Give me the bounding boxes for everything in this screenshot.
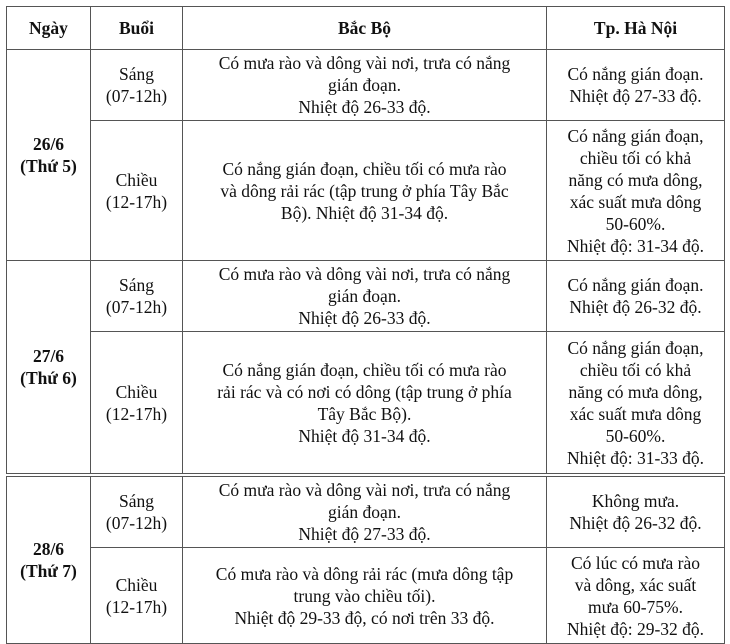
hanoi-text: 50-60%. bbox=[605, 425, 666, 446]
session-hours: (07-12h) bbox=[105, 297, 168, 317]
north-text: Nhiệt độ 26-33 độ. bbox=[298, 308, 431, 328]
hanoi-text: Có nắng gián đoạn. bbox=[567, 275, 704, 295]
north-text: Có mưa rào và dông vài nơi, trưa có nắng bbox=[218, 264, 511, 284]
session-cell bbox=[91, 121, 183, 261]
session-hours: (07-12h) bbox=[105, 86, 168, 106]
hanoi-text: Có nắng gián đoạn, bbox=[567, 125, 704, 146]
hanoi-text: Nhiệt độ: 31-34 độ. bbox=[566, 235, 705, 256]
hanoi-text: mưa 60-75%. bbox=[587, 596, 684, 617]
north-text: Có mưa rào và dông rải rác (mưa dông tập bbox=[215, 563, 514, 584]
header-hanoi: Tp. Hà Nội bbox=[547, 7, 725, 50]
north-cell bbox=[183, 121, 547, 261]
header-north: Bắc Bộ bbox=[183, 7, 547, 50]
hanoi-text: Nhiệt độ: 31-33 độ. bbox=[566, 447, 705, 468]
north-text: Nhiệt độ 27-33 độ. bbox=[298, 524, 431, 544]
north-text: Nhiệt độ 31-34 độ. bbox=[298, 425, 431, 446]
session-label: Chiều bbox=[115, 381, 158, 402]
hanoi-text: Nhiệt độ 26-32 độ. bbox=[569, 297, 702, 317]
day-weekday: (Thứ 5) bbox=[20, 156, 77, 176]
hanoi-text: Nhiệt độ 26-32 độ. bbox=[569, 513, 702, 533]
session-hours: (12-17h) bbox=[105, 191, 168, 212]
session-label: Sáng bbox=[119, 491, 154, 511]
hanoi-text: chiều tối có khả bbox=[579, 359, 692, 380]
session-label: Chiều bbox=[115, 574, 158, 595]
north-text: rải rác và có nơi có dông (tập trung ở phía bbox=[217, 381, 512, 402]
north-text: Có mưa rào và dông vài nơi, trưa có nắng bbox=[218, 53, 511, 73]
north-text: Có mưa rào và dông vài nơi, trưa có nắng bbox=[218, 480, 511, 500]
north-text: Có nắng gián đoạn, chiều tối có mưa rào bbox=[222, 359, 507, 380]
hanoi-cell bbox=[547, 121, 725, 261]
hanoi-cell bbox=[547, 261, 725, 332]
session-cell bbox=[91, 50, 183, 121]
day-date: 26/6 bbox=[32, 134, 65, 154]
table-row bbox=[7, 548, 725, 644]
hanoi-text: Nhiệt độ: 29-32 độ. bbox=[566, 618, 705, 639]
session-cell bbox=[91, 477, 183, 548]
hanoi-text: Có nắng gián đoạn. bbox=[567, 64, 704, 84]
hanoi-text: xác suất mưa dông bbox=[569, 191, 702, 212]
table-row bbox=[7, 261, 725, 332]
day-cell bbox=[7, 477, 91, 644]
hanoi-text: Không mưa. bbox=[591, 491, 680, 511]
session-hours: (12-17h) bbox=[105, 403, 168, 424]
north-text: gián đoạn. bbox=[328, 502, 401, 522]
hanoi-text: xác suất mưa dông bbox=[569, 403, 702, 424]
day-cell bbox=[7, 261, 91, 474]
north-text: trung vào chiều tối). bbox=[293, 585, 436, 606]
day-cell bbox=[7, 50, 91, 261]
hanoi-cell bbox=[547, 50, 725, 121]
header-session: Buổi bbox=[91, 7, 183, 50]
hanoi-text: 50-60%. bbox=[605, 213, 666, 234]
north-cell bbox=[183, 548, 547, 644]
north-text: Nhiệt độ 26-33 độ. bbox=[298, 97, 431, 117]
north-text: gián đoạn. bbox=[328, 286, 401, 306]
north-cell bbox=[183, 332, 547, 474]
north-cell bbox=[183, 50, 547, 121]
north-text: Có nắng gián đoạn, chiều tối có mưa rào bbox=[222, 158, 507, 179]
session-label: Sáng bbox=[119, 64, 154, 84]
day-weekday: (Thứ 6) bbox=[20, 368, 77, 388]
north-text: Tây Bắc Bộ). bbox=[317, 403, 412, 424]
north-text: gián đoạn. bbox=[328, 75, 401, 95]
table-row bbox=[7, 50, 725, 121]
north-text: và dông rải rác (tập trung ở phía Tây Bắc bbox=[220, 180, 509, 201]
session-hours: (12-17h) bbox=[105, 596, 168, 617]
hanoi-text: năng có mưa dông, bbox=[568, 169, 703, 190]
north-text: Nhiệt độ 29-33 độ, có nơi trên 33 độ. bbox=[234, 607, 495, 628]
hanoi-text: Có lúc có mưa rào bbox=[570, 552, 701, 573]
session-cell bbox=[91, 332, 183, 474]
day-date: 27/6 bbox=[32, 346, 65, 366]
weather-forecast-table bbox=[6, 6, 725, 644]
header-row bbox=[7, 7, 725, 50]
header-day: Ngày bbox=[7, 7, 91, 50]
hanoi-cell bbox=[547, 477, 725, 548]
north-cell bbox=[183, 477, 547, 548]
hanoi-cell bbox=[547, 548, 725, 644]
hanoi-text: năng có mưa dông, bbox=[568, 381, 703, 402]
hanoi-text: chiều tối có khả bbox=[579, 147, 692, 168]
north-cell bbox=[183, 261, 547, 332]
table-row bbox=[7, 332, 725, 474]
hanoi-text: và dông, xác suất bbox=[574, 574, 697, 595]
session-hours: (07-12h) bbox=[105, 513, 168, 533]
session-cell bbox=[91, 261, 183, 332]
session-label: Chiều bbox=[115, 169, 158, 190]
hanoi-text: Có nắng gián đoạn, bbox=[567, 337, 704, 358]
north-text: Bộ). Nhiệt độ 31-34 độ. bbox=[280, 202, 449, 223]
table-row bbox=[7, 121, 725, 261]
session-cell bbox=[91, 548, 183, 644]
hanoi-cell bbox=[547, 332, 725, 474]
hanoi-text: Nhiệt độ 27-33 độ. bbox=[569, 86, 702, 106]
day-weekday: (Thứ 7) bbox=[20, 561, 77, 581]
session-label: Sáng bbox=[119, 275, 154, 295]
day-date: 28/6 bbox=[32, 539, 65, 559]
table-row bbox=[7, 477, 725, 548]
